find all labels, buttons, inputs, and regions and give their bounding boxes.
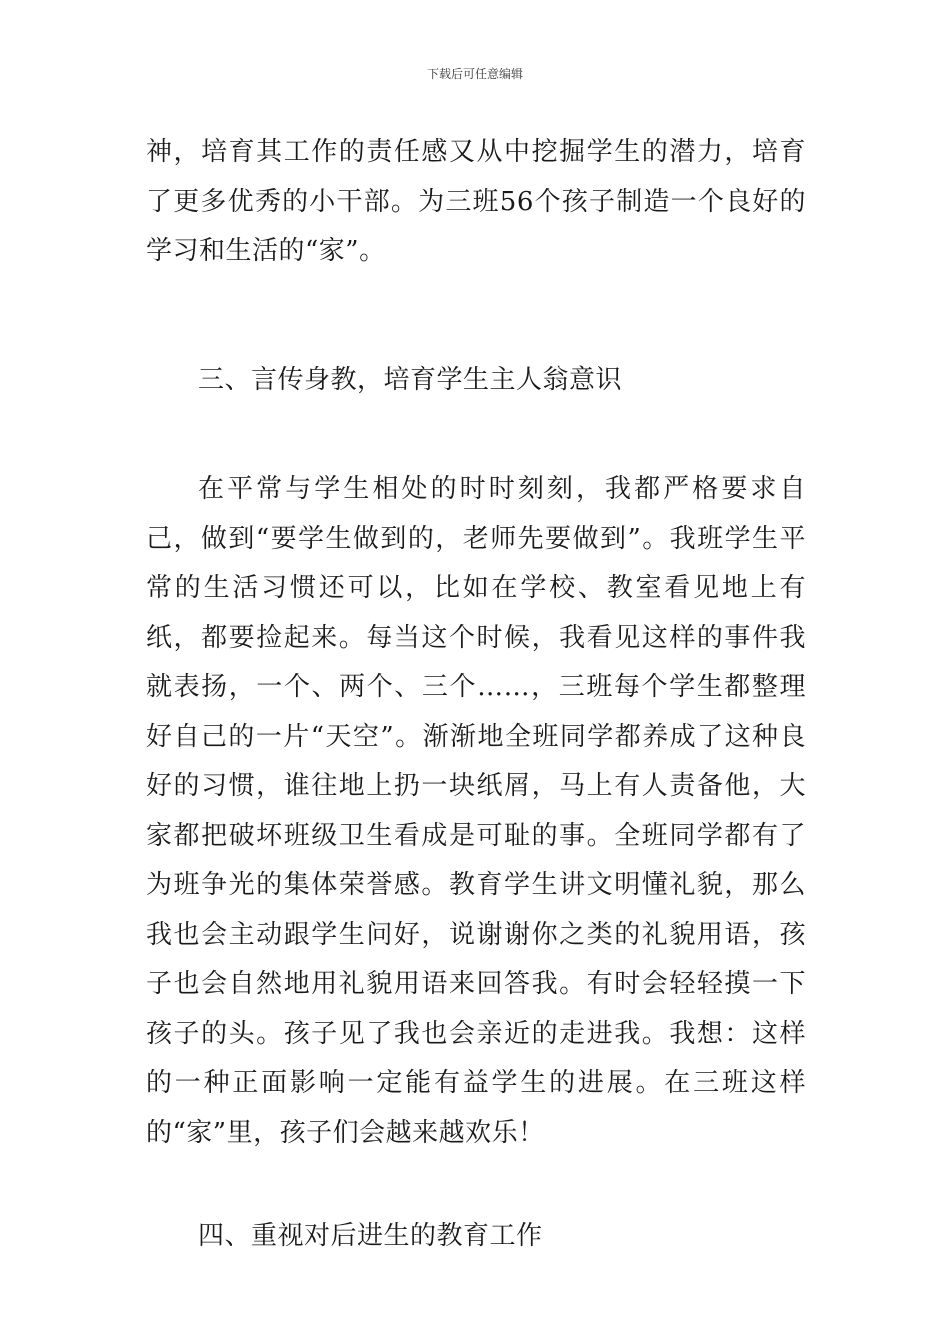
page-header-note: 下载后可任意编辑 xyxy=(426,67,523,81)
spacer xyxy=(146,405,806,465)
document-body xyxy=(146,128,806,1262)
paragraph-section-3: 在平常与学生相处的时时刻刻，我都严格要求自己，做到“要学生做到的，老师先要做到”。我班学生平常的生活习惯还可以，比如在学校、教室看见地上有纸，都要捡起来。每当这个时候，我看见这样的事件我就表扬，一个、两个、三个……，三班每个学生都整理好自己的一片“天空”。渐渐地全班同学都养成了这种良好的习惯，谁往地上扔一块纸屑，马上有人责备他，大家都把破坏班级卫生看成是可耻的事。全班同学都有了为班争光的集体荣誉感。教育学生讲文明懂礼貌，那么我也会主动跟学生问好，说谢谢你之类的礼貌用语，孩子也会自然地用礼貌用语来回答我。有时会轻轻摸一下孩子的头。孩子见了我也会亲近的走进我。我想：这样的一种正面影响一定能有益学生的进展。在三班这样的“家”里，孩子们会越来越欢乐！ xyxy=(146,474,806,1148)
paragraph-continued: 神，培育其工作的责任感又从中挖掘学生的潜力，培育了更多优秀的小干部。为三班56个孩子制造一个良好的学习和生活的“家”。 xyxy=(146,137,806,266)
section-heading-3: 三、言传身教，培育学生主人翁意识 xyxy=(198,364,623,395)
spacer xyxy=(146,277,806,356)
section-heading-4: 四、重视对后进生的教育工作 xyxy=(198,1221,543,1251)
spacer xyxy=(146,1158,806,1212)
